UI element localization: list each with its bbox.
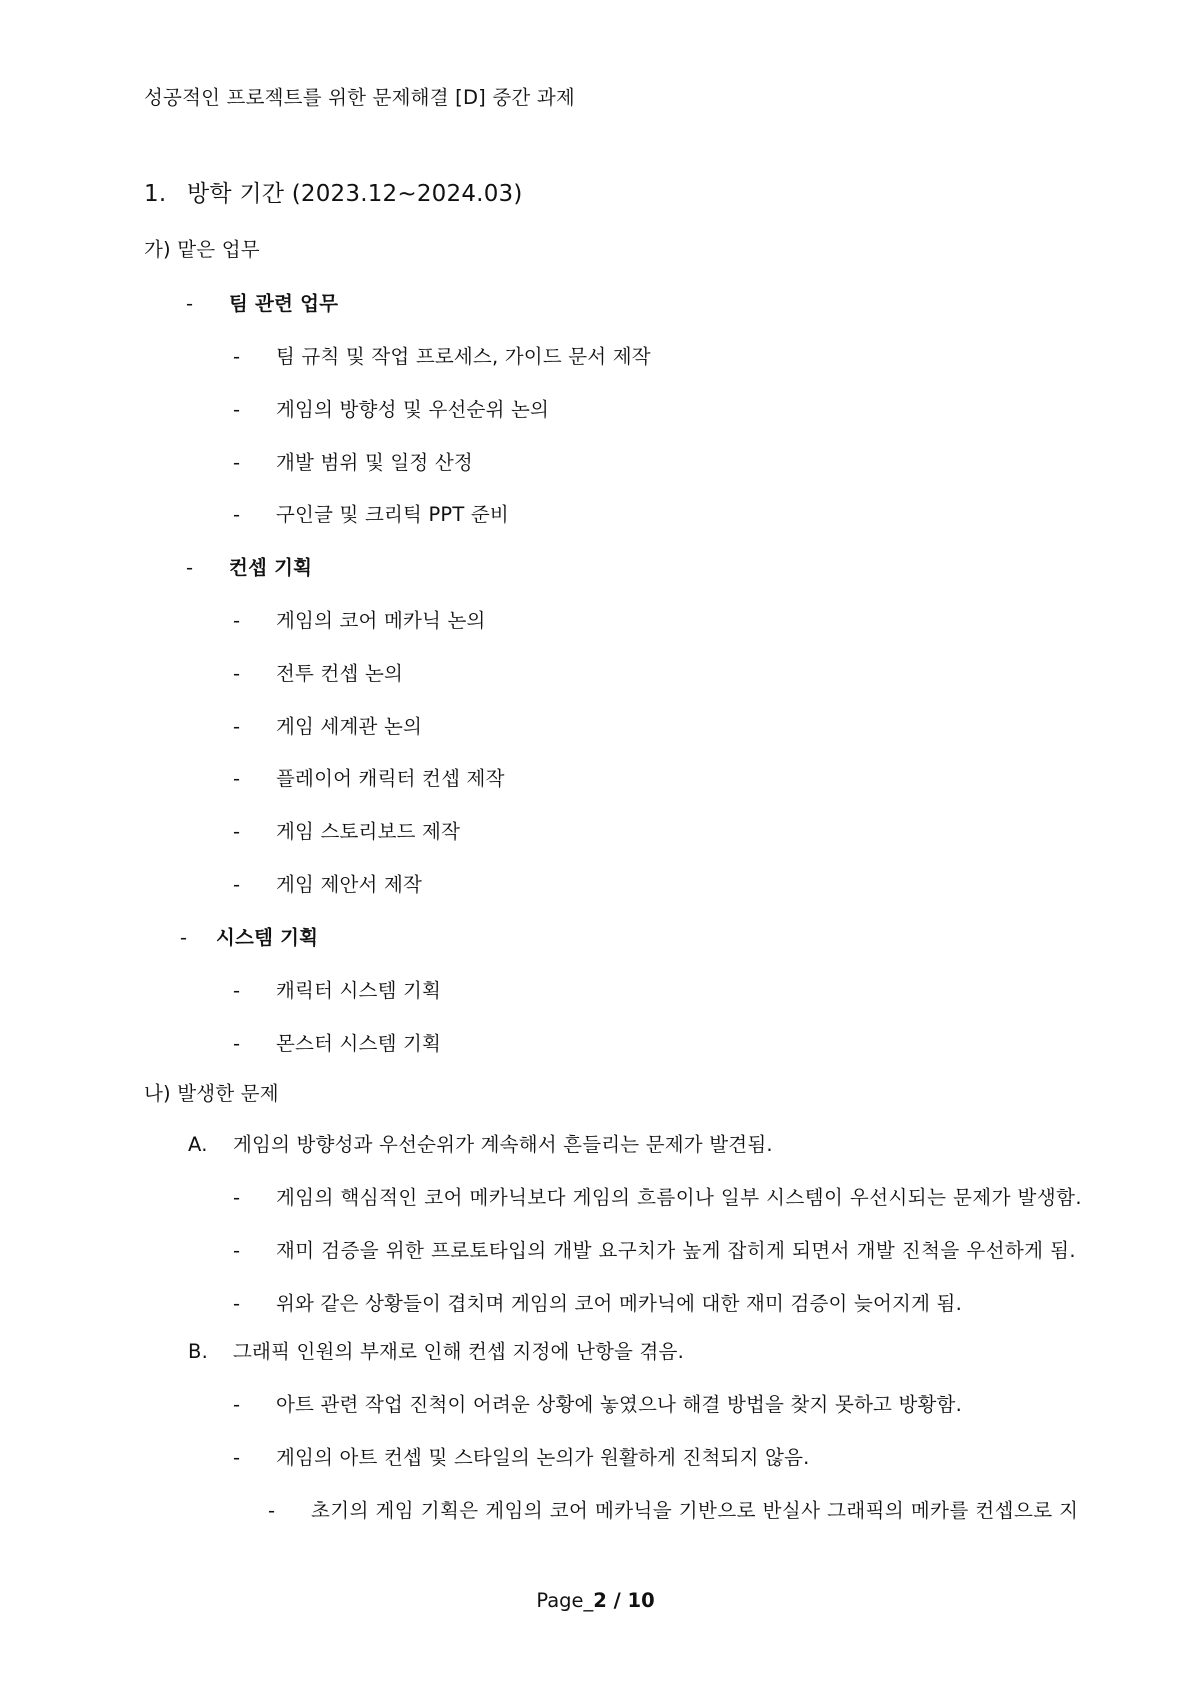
list-item-text: 캐릭터 시스템 기획: [276, 979, 442, 1002]
list-item-text: 재미 검증을 위한 프로토타입의 개발 요구치가 높게 잡히게 되면서 개발 진척을 우선하게 됨.: [276, 1239, 1077, 1262]
problem-text: 그래픽 인원의 부재로 인해 컨셉 지정에 난항을 겪음.: [233, 1340, 684, 1363]
page-prefix: Page_: [536, 1589, 594, 1612]
group-title-text: 시스템 기획: [216, 926, 319, 949]
dash-marker: -: [268, 1499, 276, 1522]
list-item-text: 아트 관련 작업 진척이 어려운 상황에 놓였으나 해결 방법을 찾지 못하고 방황함.: [276, 1393, 962, 1416]
dash-marker: -: [233, 873, 241, 896]
list-item: [233, 715, 422, 739]
part-a-label: 가) 맡은 업무: [144, 238, 260, 261]
dash-marker: -: [233, 1393, 241, 1416]
group-title: [186, 292, 338, 316]
list-item-text: 게임 세계관 논의: [276, 715, 423, 738]
list-item: [233, 609, 486, 633]
dash-marker: -: [233, 979, 241, 1002]
dash-marker: -: [233, 609, 241, 632]
dash-marker: -: [233, 1032, 241, 1055]
list-item: [233, 820, 460, 844]
list-item-text: 구인글 및 크리틱 PPT 준비: [276, 503, 509, 526]
dash-marker: -: [233, 767, 241, 790]
list-item: [233, 1032, 441, 1056]
dash-marker: -: [233, 715, 241, 738]
list-item-text: 플레이어 캐릭터 컨셉 제작: [276, 767, 505, 790]
list-item: [233, 345, 651, 369]
list-item-text: 몬스터 시스템 기획: [276, 1032, 442, 1055]
dash-marker: -: [180, 926, 188, 949]
dash-marker: -: [233, 662, 241, 685]
list-item-text: 게임 제안서 제작: [276, 873, 423, 896]
list-item-text: 게임의 아트 컨셉 및 스타일의 논의가 원활하게 진척되지 않음.: [276, 1446, 810, 1469]
list-item: [233, 451, 473, 475]
dash-marker: -: [233, 345, 241, 368]
dash-marker: -: [233, 820, 241, 843]
page-number: 2 / 10: [593, 1589, 655, 1612]
list-item: [233, 1292, 962, 1316]
list-item: [233, 1446, 810, 1470]
dash-marker: -: [186, 556, 194, 579]
dash-marker: -: [233, 1239, 241, 1262]
list-item: [233, 873, 422, 897]
group-title-text: 팀 관련 업무: [229, 292, 339, 315]
dash-marker: -: [233, 398, 241, 421]
group-title: [180, 926, 318, 950]
sub-list-item-text: 초기의 게임 기획은 게임의 코어 메카닉을 기반으로 반실사 그래픽의 메카를 컨셉으로 지: [311, 1499, 1079, 1522]
list-item-text: 게임의 방향성 및 우선순위 논의: [276, 398, 550, 421]
list-item: [233, 398, 549, 422]
list-item: [233, 1239, 1076, 1263]
list-item: [233, 1393, 962, 1417]
dash-marker: -: [186, 292, 194, 315]
dash-marker: -: [233, 1446, 241, 1469]
page-footer: [0, 1589, 1191, 1613]
problem-heading: [188, 1340, 684, 1364]
list-item: [233, 503, 509, 527]
problem-heading: [188, 1133, 773, 1157]
part-b-label: 나) 발생한 문제: [144, 1082, 279, 1105]
problem-text: 게임의 방향성과 우선순위가 계속해서 흔들리는 문제가 발견됨.: [233, 1133, 773, 1156]
list-item: [233, 1186, 1082, 1210]
dash-marker: -: [233, 1186, 241, 1209]
sub-list-item: [268, 1499, 1078, 1523]
problem-letter: A.: [188, 1133, 208, 1156]
list-item-text: 팀 규칙 및 작업 프로세스, 가이드 문서 제작: [276, 345, 651, 368]
group-title: [186, 556, 312, 580]
list-item-text: 게임의 코어 메카닉 논의: [276, 609, 486, 632]
list-item-text: 개발 범위 및 일정 산정: [276, 451, 473, 474]
list-item: [233, 662, 403, 686]
list-item-text: 게임의 핵심적인 코어 메카닉보다 게임의 흐름이나 일부 시스템이 우선시되는 문제가 발생함.: [276, 1186, 1083, 1209]
dash-marker: -: [233, 503, 241, 526]
list-item: [233, 979, 441, 1003]
group-title-text: 컨셉 기획: [229, 556, 313, 579]
list-item-text: 게임 스토리보드 제작: [276, 820, 461, 843]
list-item: [233, 767, 505, 791]
list-item-text: 전투 컨셉 논의: [276, 662, 404, 685]
dash-marker: -: [233, 1292, 241, 1315]
section-title: [144, 179, 523, 209]
dash-marker: -: [233, 451, 241, 474]
section-title-text: 방학 기간 (2023.12~2024.03): [187, 181, 523, 207]
section-number: 1.: [144, 181, 167, 207]
list-item-text: 위와 같은 상황들이 겹치며 게임의 코어 메카닉에 대한 재미 검증이 늦어지게 됨.: [276, 1292, 962, 1315]
document-header: 성공적인 프로젝트를 위한 문제해결 [D] 중간 과제: [144, 86, 575, 109]
problem-letter: B.: [188, 1340, 208, 1363]
